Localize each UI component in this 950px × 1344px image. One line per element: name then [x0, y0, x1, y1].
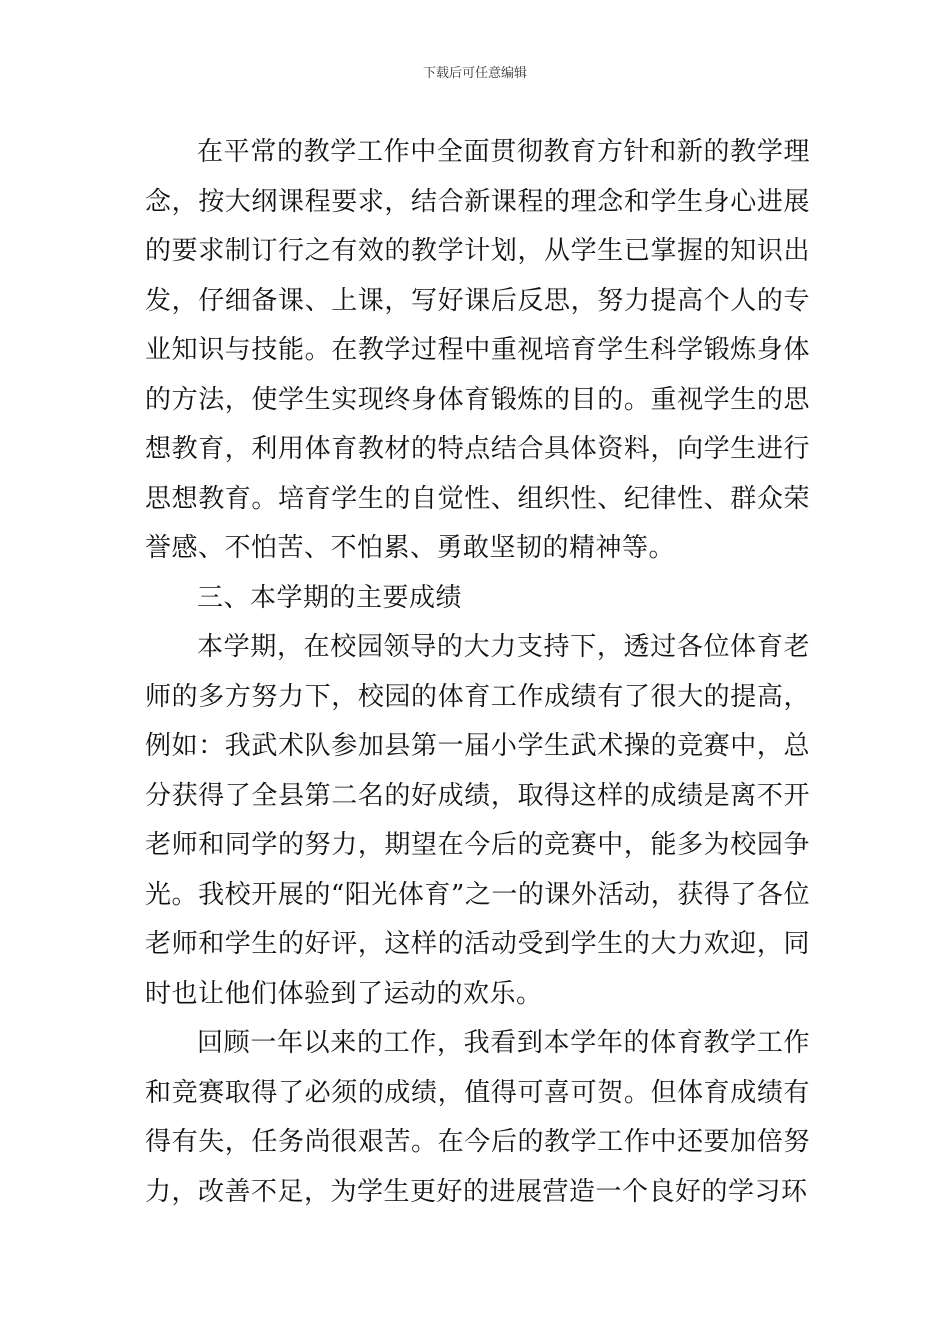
section-heading-achievements: 三、本学期的主要成绩	[197, 582, 463, 613]
paragraph-achievements: 本学期，在校园领导的大力支持下，透过各位体育老师的多方努力下，校园的体育工作成绩有了很大的提高，例如：我武术队参加县第一届小学生武术操的竞赛中，总分获得了全县第二名的好成绩，取得这样的成绩是离不开老师和同学的努力，期望在今后的竞赛中，能多为校园争光。我校开展的“阳光体育”之一的课外活动，获得了各位老师和学生的好评，这样的活动受到学生的大力欢迎，同时也让他们体验到了运动的欢乐。	[145, 632, 810, 1009]
document-body	[145, 128, 810, 1217]
paragraph-review: 回顾一年以来的工作，我看到本学年的体育教学工作和竞赛取得了必须的成绩，值得可喜可贺。但体育成绩有得有失，任务尚很艰苦。在今后的教学工作中还要加倍努力，改善不足，为学生更好的进展营造一个良好的学习环	[145, 1028, 810, 1207]
page-header: 下载后可任意编辑	[422, 66, 527, 81]
paragraph-teaching-practice: 在平常的教学工作中全面贯彻教育方针和新的教学理念，按大纲课程要求，结合新课程的理念和学生身心进展的要求制订行之有效的教学计划，从学生已掌握的知识出发，仔细备课、上课，写好课后反思，努力提高个人的专业知识与技能。在教学过程中重视培育学生科学锻炼身体的方法，使学生实现终身体育锻炼的目的。重视学生的思想教育，利用体育教材的特点结合具体资料，向学生进行思想教育。培育学生的自觉性、组织性、纪律性、群众荣誉感、不怕苦、不怕累、勇敢坚韧的精神等。	[145, 137, 810, 563]
